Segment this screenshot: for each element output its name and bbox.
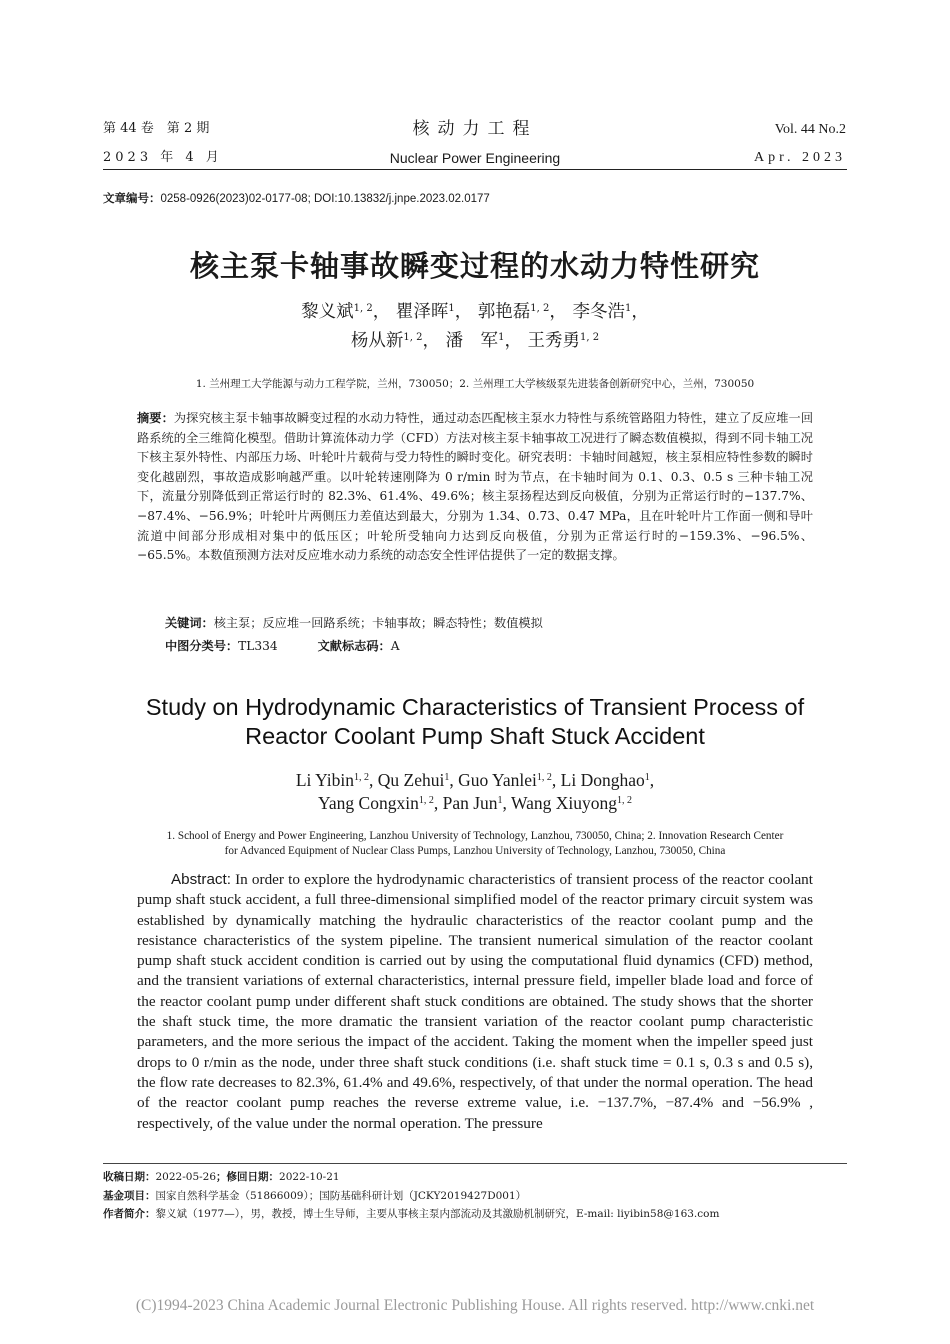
author-separator: ,	[649, 770, 655, 790]
author-name: Pan Jun	[442, 793, 498, 813]
received-date: 2022-05-26	[155, 1171, 217, 1183]
paper-title-en-line2: Reactor Coolant Pump Shaft Stuck Accident	[245, 723, 705, 749]
revised-date: 2022-10-21	[279, 1171, 340, 1183]
affiliation-en-line1: 1. School of Energy and Power Engineering, Lanzhou University of Technology, Lanzhou, 730050, China; 2. Innovation Research Center	[166, 830, 784, 842]
author-name: Guo Yanlei	[458, 770, 537, 790]
author-affil-mark: 1, 2	[418, 795, 434, 806]
clc-value: TL334	[238, 639, 278, 653]
footnote-author-bio	[103, 1207, 719, 1221]
abstract-cn-label: 摘要：	[137, 411, 174, 425]
author-bio-text: 黎义斌（1977—），男，教授，博士生导师，主要从事核主泵内部流动及其激励机制研究，E-mail: liyibin58@163.com	[155, 1208, 720, 1220]
author-list-cn-line2	[0, 329, 950, 353]
author-name: 杨从新	[350, 331, 404, 351]
cnki-watermark: (C)1994-2023 China Academic Journal Electronic Publishing House. All rights reserved. http://www.cnki.net	[135, 1297, 815, 1314]
author-separator: ，	[454, 302, 473, 322]
author-affil-mark: 1	[644, 772, 650, 783]
author-name: 黎义斌	[301, 302, 354, 322]
author-list-en-line1	[0, 768, 950, 792]
received-label: 收稿日期：	[103, 1171, 156, 1183]
author-affil-mark: 1, 2	[353, 303, 373, 314]
paper-title-en-line1: Study on Hydrodynamic Characteristics of Transient Process of	[145, 694, 805, 720]
revised-label: ；修回日期：	[216, 1171, 280, 1183]
header-volume-en: Vol. 44 No.2	[774, 122, 846, 137]
author-name: 王秀勇	[527, 331, 581, 351]
author-separator: ,	[551, 770, 561, 790]
author-separator: ，	[631, 302, 649, 322]
abstract-en-text: In order to explore the hydrodynamic characteristics of transient process of the reactor coolant pump shaft stuck accident, a full three-dimensional simplified model of the reactor primary circuit system was established by dynamically matching the hydraulic characteristics of the reactor coolant pump and the resistance characteristics of the system pipeline. The transient numerical simulation of the reactor coolant pump shaft stuck accident condition is carried out by using the computational fluid dynamics (CFD) method, and the transient variations of external characteristics, internal pressure field, impeller blade load and force of the reactor coolant pump under different shaft stuck conditions are obtained. The study shows that the shorter the shaft stuck time, the more dramatic the transient variation of the reactor coolant pump characteristic parameters, and the more serious the impact of the accident. Taking the moment when the impeller speed just drops to 0 r/min as the node, under three shaft stuck conditions (i.e. shaft stuck time = 0.1 s, 0.3 s and 0.5 s), the flow rate decreases to 82.3%, 61.4% and 49.6%, respectively, of that under the normal operation. The head of the reactor coolant pump reaches the reverse extreme value, i.e. −137.7%, −87.4% and −56.9% , respectively, of the value under the normal operation. The pressure	[137, 871, 813, 1132]
author-affil-mark: 1, 2	[530, 303, 550, 314]
author-affil-mark: 1, 2	[354, 772, 370, 783]
document-code-label: 文献标志码：	[317, 639, 391, 653]
author-affil-mark: 1, 2	[403, 332, 423, 343]
footnote-funding	[103, 1189, 526, 1203]
affiliation-en-line2: for Advanced Equipment of Nuclear Class Pumps, Lanzhou University of Technology, Lanzhou, 730050, China	[224, 845, 726, 857]
author-name: Yang Congxin	[318, 793, 419, 813]
keywords-cn-label: 关键词：	[165, 616, 214, 630]
header-journal-title-cn: 核动力工程	[412, 119, 538, 139]
author-separator: ，	[549, 302, 567, 322]
header-date-cn: 2023 年 4 月	[103, 150, 223, 165]
article-number-label: 文章编号：	[103, 193, 161, 205]
author-separator: ，	[422, 331, 440, 351]
article-number-value: 0258-0926(2023)02-0177-08; DOI:10.13832/j.jnpe.2023.02.0177	[160, 193, 490, 205]
funding-text: 国家自然科学基金（51866009）；国防基础科研计划（JCKY2019427D001）	[155, 1190, 527, 1202]
affiliation-en	[0, 829, 950, 859]
affiliation-cn: 1. 兰州理工大学能源与动力工程学院，兰州，730050；2. 兰州理工大学核级泵先进装备创新研究中心，兰州，730050	[195, 378, 755, 390]
author-name: 郭艳磊	[477, 302, 531, 322]
clc-label: 中图分类号：	[165, 639, 239, 653]
article-number	[103, 190, 490, 206]
author-separator: ,	[369, 770, 378, 790]
author-affil-mark: 1, 2	[580, 332, 600, 343]
paper-title-cn: 核主泵卡轴事故瞬变过程的水动力特性研究	[189, 249, 760, 283]
abstract-cn-text: 为探究核主泵卡轴事故瞬变过程的水动力特性，通过动态匹配核主泵水力特性与系统管路阻力特性，建立了反应堆一回路系统的全三维简化模型。借助计算流体动力学（CFD）方法对核主泵卡轴事故工况进行了瞬态数值模拟，得到不同卡轴工况下核主泵外特性、内部压力场、叶轮叶片载荷与受力特性的瞬时变化。研究表明：卡轴时间越短，核主泵相应特性参数的瞬时变化越剧烈，事故造成影响越严重。以叶轮转速刚降为 0 r/min 时为节点，在卡轴时间为 0.1、0.3、0.5 s 三种卡轴工况下，流量分别降低到正常运行时的 82.3%、61.4%、49.6%；核主泵扬程达到反向极值，分别为正常运行时的−137.7%、−87.4%、−56.9%；叶轮叶片两侧压力差值达到最大，分别为 1.34、0.73、0.47 MPa，且在叶轮叶片工作面一侧和导叶流道中间部分形成相对集中的低压区；叶轮所受轴向力达到反向极值，分别为正常运行时的−159.3%、−96.5%、−65.5%。本数值预测方法对反应堆水动力系统的动态安全性评估提供了一定的数据支撑。	[137, 411, 814, 563]
header-divider	[103, 169, 847, 170]
author-name: Qu Zehui	[377, 770, 445, 790]
author-name: Wang Xiuyong	[510, 793, 617, 813]
author-affil-mark: 1	[444, 772, 450, 783]
funding-label: 基金项目：	[103, 1190, 156, 1202]
abstract-cn	[137, 409, 813, 566]
author-list-cn-line1	[0, 300, 950, 324]
author-affil-mark: 1, 2	[616, 795, 632, 806]
footnote-divider	[103, 1163, 847, 1164]
author-name: Li Yibin	[295, 770, 355, 790]
document-code-value: A	[390, 639, 400, 653]
classification-codes	[165, 637, 400, 655]
keywords-cn	[165, 614, 543, 632]
header-volume-cn: 第 44 卷 第 2 期	[103, 121, 210, 136]
author-separator: ,	[433, 793, 443, 813]
abstract-en	[137, 870, 813, 1154]
paper-title-en	[0, 693, 950, 751]
author-name: 瞿泽晖	[395, 302, 449, 322]
author-affil-mark: 1, 2	[536, 772, 552, 783]
author-name: Li Donghao	[560, 770, 645, 790]
footnote-dates	[103, 1170, 340, 1184]
author-separator: ,	[449, 770, 459, 790]
author-separator: ，	[372, 302, 391, 322]
header-journal-title-en: Nuclear Power Engineering	[389, 150, 561, 166]
author-separator: ，	[504, 331, 522, 351]
author-affil-mark: 1	[498, 332, 505, 343]
author-bio-label: 作者简介：	[103, 1208, 156, 1220]
author-name: 李冬浩	[572, 302, 625, 322]
author-affil-mark: 1	[624, 303, 632, 314]
keywords-cn-text: 核主泵；反应堆一回路系统；卡轴事故；瞬态特性；数值模拟	[213, 616, 543, 630]
abstract-en-label: Abstract:	[171, 871, 231, 888]
author-affil-mark: 1	[497, 795, 503, 806]
author-affil-mark: 1	[448, 303, 455, 314]
author-list-en-line2	[0, 791, 950, 815]
header-date-en: Apr. 2023	[754, 150, 846, 165]
author-name: 潘 军	[445, 331, 499, 351]
author-separator: ,	[502, 793, 511, 813]
